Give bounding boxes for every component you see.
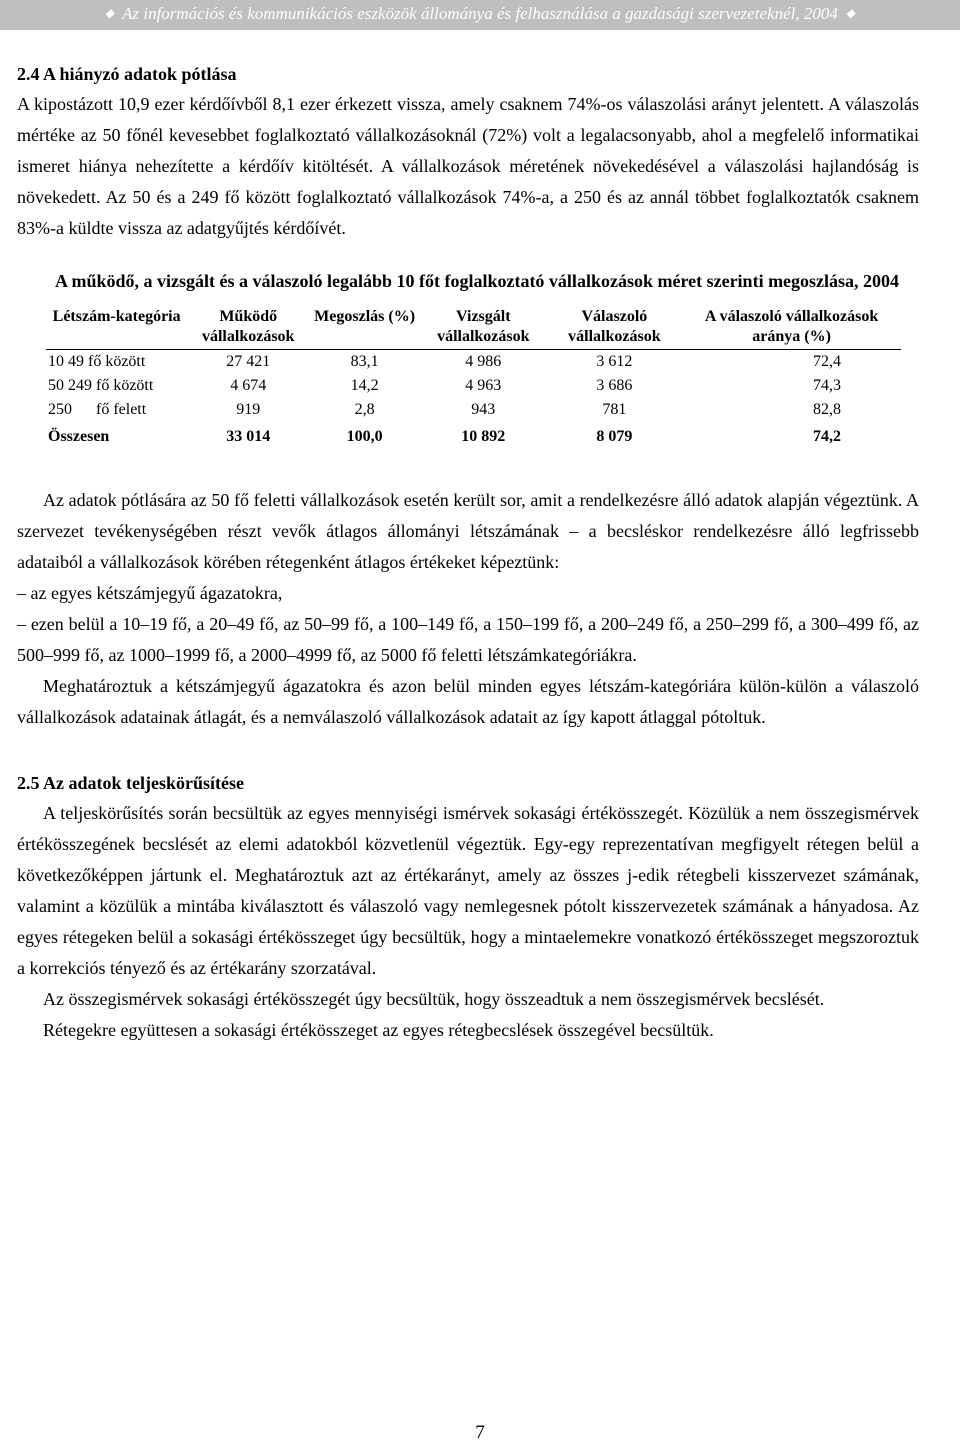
table-cell: 4 986 xyxy=(465,353,502,370)
row-label: Összesen xyxy=(48,428,110,445)
column-header: Vizsgált vállalkozások xyxy=(420,304,546,350)
column-header: Létszám-kategória xyxy=(46,304,187,350)
paragraph-averages: Meghatároztuk a kétszámjegyű ágazatokra és azon belül minden egyes létszám-kategóriára külön-külön a válaszoló vállalkozások adatainak átlagát, és a nemválaszoló vállalkozások adatait az így kapott átlaggal pótoltuk. xyxy=(17,676,919,727)
table-row xyxy=(46,398,901,422)
table-cell: 919 xyxy=(236,401,261,418)
row-label: 250 fő felett xyxy=(48,401,147,418)
table-cell: 943 xyxy=(471,401,496,418)
row-label: 10 49 fő között xyxy=(48,353,146,370)
table-cell: 74,3 xyxy=(813,377,841,394)
paragraph-sum-estimate: Az összegismérvek sokasági értékösszegét úgy becsültük, hogy összeadtuk a nem összegismérvek becslését. xyxy=(43,989,825,1009)
table-header-row xyxy=(46,304,901,350)
table-cell: 4 674 xyxy=(230,377,267,394)
table-cell: 100,0 xyxy=(346,428,383,445)
table-cell: 33 014 xyxy=(226,428,271,445)
table-cell: 3 612 xyxy=(596,353,633,370)
diamond-icon: ◆ xyxy=(845,6,856,20)
table-cell: 4 963 xyxy=(465,377,502,394)
table-cell: 8 079 xyxy=(596,428,633,445)
table-cell: 14,2 xyxy=(350,377,379,394)
table-cell: 72,4 xyxy=(813,353,841,370)
table-cell: 2,8 xyxy=(354,401,375,418)
running-header xyxy=(0,0,960,30)
paragraph-imputation: Az adatok pótlására az 50 fő feletti vállalkozások esetén került sor, amit a rendelkezésre álló adatok alapján végeztünk. A szervezet tevékenységében részt vevők átlagos állományi létszámának – a becsléskor rendelkezésre álló legfrissebb adataiból a vállalkozások körében rétegenként átlagos értékeket képeztünk: xyxy=(17,490,919,572)
paragraph-response-rate: A kipostázott 10,9 ezer kérdőívből 8,1 ezer érkezett vissza, amely csaknem 74%-os válaszolási arányt jelentett. A válaszolás mértéke az 50 főnél kevesebbet foglalkoztató vállalkozásoknál (72%) volt a legalacsonyabb, ahol a megfelelő informatikai ismeret hiánya nehezítette a kérdőív kitöltését. A vállalkozások méretének növekedésével a válaszolási hajlandóság is növekedett. Az 50 és a 249 fő között foglalkoztató vállalkozások 74%-a, a 250 és az annál többet foglalkoztatók csaknem 83%-a küldte vissza az adatgyűjtés kérdőívét. xyxy=(17,94,919,238)
section-heading-2-4: 2.4 A hiányzó adatok pótlása xyxy=(17,64,237,84)
table-cell: 82,8 xyxy=(813,401,841,418)
row-label: 50 249 fő között xyxy=(48,377,154,394)
table-cell: 74,2 xyxy=(813,428,841,445)
table-cell: 27 421 xyxy=(226,353,271,370)
running-header-title: Az információs és kommunikációs eszközök állománya és felhasználása a gazdasági szervezeteknél, 2004 xyxy=(122,4,838,23)
list-item: – ezen belül a 10–19 fő, a 20–49 fő, az 50–99 fő, a 100–149 fő, a 150–199 fő, a 200–249 fő, a 250–299 fő, a 300–499 fő, az 500–999 fő, az 1000–1999 fő, a 2000–4999 fő, az 5000 fő feletti létszámkategóriákra. xyxy=(17,614,919,665)
column-header: Válaszoló vállalkozások xyxy=(547,304,683,350)
column-header: Megoszlás (%) xyxy=(309,304,420,350)
list-item: – az egyes kétszámjegyű ágazatokra, xyxy=(17,583,283,603)
section-heading-2-5: 2.5 Az adatok teljeskörűsítése xyxy=(17,773,244,793)
paragraph-strata: Rétegekre együttesen a sokasági értékösszeget az egyes rétegbecslések összegével becsültük. xyxy=(43,1020,714,1040)
paragraph-completion: A teljeskörűsítés során becsültük az egyes mennyiségi ismérvek sokasági értékösszegét. Közülük a nem összegismérvek értékösszegének becslését az elemi adatokból közvetlenül végeztük. Egy-egy reprezentatívan megfigyelt rétegen belül a következőképpen jártunk el. Meghatároztuk azt az értékarányt, amely az összes j-edik rétegbeli kisszervezet számának, valamint a közülük a mintába kiválasztott és válaszoló vagy nemlegesnek pótolt kisszervezetek számának a hányadosa. Az egyes rétegeken belül a sokasági értékösszeget úgy becsültük, hogy a mintaelemekre vonatkozó értékösszeget megszoroztuk a korrekciós tényező és az értékarány szorzatával. xyxy=(17,803,919,978)
diamond-icon: ◆ xyxy=(104,6,115,20)
page-content xyxy=(17,60,919,1046)
table-row xyxy=(46,350,901,375)
enterprise-distribution-table xyxy=(46,304,901,449)
table-cell: 10 892 xyxy=(461,428,506,445)
table-cell: 83,1 xyxy=(350,353,379,370)
table-total-row xyxy=(46,422,901,449)
page-number: 7 xyxy=(475,1422,485,1443)
table-cell: 781 xyxy=(602,401,627,418)
table-caption: A működő, a vizsgált és a válaszoló legalább 10 főt foglalkoztató vállalkozások méret szerinti megoszlása, 2004 xyxy=(54,271,900,291)
table-cell: 3 686 xyxy=(596,377,633,394)
column-header: Működő vállalkozások xyxy=(187,304,309,350)
table-row xyxy=(46,374,901,398)
column-header: A válaszoló vállalkozások aránya (%) xyxy=(682,304,901,350)
